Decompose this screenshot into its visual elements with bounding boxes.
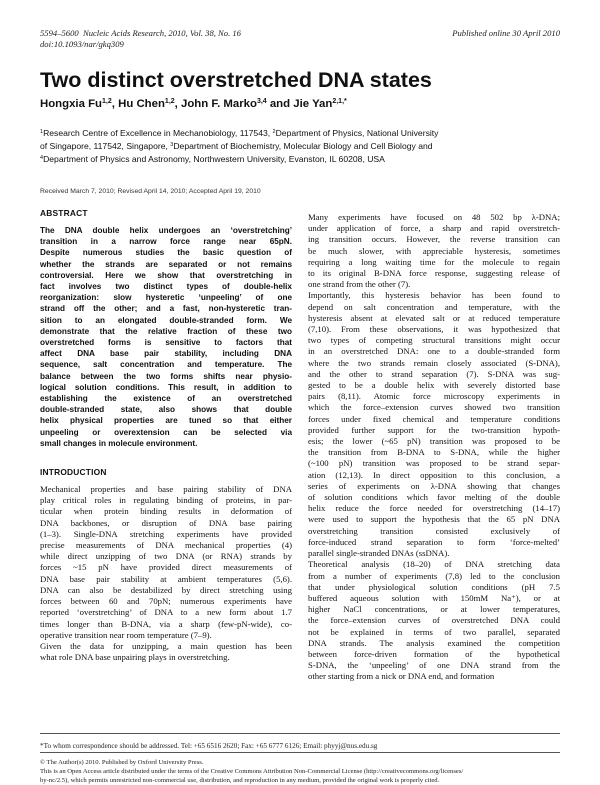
introduction-text <box>40 484 292 663</box>
doi[interactable]: doi:10.1093/nar/gkq309 <box>40 39 124 49</box>
copyright-line: © The Author(s) 2010. Published by Oxford University Press. <box>40 759 204 766</box>
correspondence-footnote: *To whom correspondence should be addressed. Tel: +65 6516 2620; Fax: +65 6777 6126; Email: phyyj@nus.edu.sg <box>40 742 378 750</box>
abstract-line: The DNA double helix undergoes an ‘overstretching’ <box>40 226 292 235</box>
text-line: Many experiments have focused on 48 502 bp λ-DNA; <box>308 212 560 222</box>
abstract-line: sition to an elongated double-stranded form. We <box>40 315 292 325</box>
text-line: were used to support the hypothesis that the 65 pN DNA <box>308 514 560 525</box>
page-range: 5594–5600 <box>40 28 79 38</box>
text-line: be much slower, with appreciable hysteresis, sometimes <box>308 245 560 256</box>
affiliation-text: Department of Physics and Astronomy, Northwestern University, Evanston, IL 60208, USA <box>43 154 385 165</box>
text-line: (7,10). From these observations, it was hypothesized that <box>308 324 560 335</box>
text-line: Mechanical properties and base pairing stability of DNA <box>40 484 292 495</box>
text-line: that under physiological solution conditions (pH 7.5 <box>308 581 560 592</box>
affiliation-text: of Singapore, 117542, Singapore, <box>40 141 168 152</box>
affiliation-line <box>40 152 560 165</box>
affiliation-line <box>40 139 560 152</box>
text-line: which the force–extension curves showed two transition <box>308 402 560 413</box>
affiliations <box>40 126 560 166</box>
right-column <box>308 212 560 683</box>
abstract-line: affect DNA base pair stability, including DNA <box>40 349 292 359</box>
author <box>293 98 346 110</box>
abstract-line: logical solution conditions. This result, in addition to <box>40 382 292 392</box>
text-line: DNA can also be destabilized by direct stretching using <box>40 584 292 595</box>
author-separator: , <box>111 98 115 110</box>
abstract-line: double-stranded state, also shows that double <box>40 405 292 415</box>
affiliation-text: Research Centre of Excellence in Mechanobiology, 117543, <box>43 128 271 138</box>
abstract-line: demonstrate that the relative fraction of these two <box>40 326 292 336</box>
text-line: S-DNA, the ‘unpeeling’ of one DNA strand from the <box>308 660 560 671</box>
author <box>40 98 115 110</box>
affiliation-mark: 4 <box>40 155 44 162</box>
text-line: under application of force, a sharp and rapid overstretch- <box>308 223 560 234</box>
license-line: by-nc/2.5), which permits unrestricted non-commercial use, distribution, and reproduction in any medium, provided the original work is properly cited. <box>40 777 440 784</box>
license-line: This is an Open Access article distributed under the terms of the Creative Commons Attribution Non-Commercial License (http://creativecommons.org/licenses/ <box>40 768 464 775</box>
journal-citation: Nucleic Acids Research, 2010, Vol. 38, No. 16 <box>82 28 241 38</box>
text-line: ing transition occurs. However, the reverse transition can <box>308 234 560 245</box>
abstract-line: reorganization: slow hysteretic ‘unpeeling’ of one <box>40 293 292 303</box>
text-line: reported ‘overstretching’ of DNA to a new form about 1.7 <box>40 607 292 618</box>
text-line: forces between 60 and 70pN; numerous experiments have <box>40 596 292 607</box>
abstract-line: transition in a narrow force range near 65pN. <box>40 237 292 247</box>
abstract-line: establishing the existence of an overstretched <box>40 394 292 404</box>
text-line: the transition from B-DNA to S-DNA, while the higher <box>308 447 560 458</box>
text-line: depend on salt concentration and temperature, with the <box>308 301 560 312</box>
author-affiliation-mark: 1,2 <box>164 98 175 105</box>
abstract-line: overstretched forms is sensitive to factors that <box>40 338 292 348</box>
abstract-line: Despite numerous studies the basic question of <box>40 248 292 258</box>
text-line: and the other to strand separation (7). S-DNA was sug- <box>308 368 560 379</box>
abstract-heading: ABSTRACT <box>40 208 88 218</box>
abstract-line: fact involves two distinct types of double-helix <box>40 282 292 292</box>
text-line: Given the data for unzipping, a main question has been <box>40 640 292 651</box>
author-name: Hongxia Fu <box>40 98 103 110</box>
text-line: gested to be a double helix with severely distorted base <box>308 380 560 391</box>
affiliation-mark: 3 <box>170 142 174 149</box>
author <box>181 98 290 110</box>
abstract-line: whether the strands are separated or not remains <box>40 259 292 269</box>
running-header <box>40 28 560 50</box>
affiliation-line <box>40 126 560 139</box>
published-date: Published online 30 April 2010 <box>452 28 560 38</box>
text-line: series of experiments on λ-DNA showing that changes <box>308 480 560 491</box>
author-list <box>40 98 560 110</box>
abstract-line: balance between the two forms shifts near physio- <box>40 371 292 381</box>
text-line: buffered aqueous solution with 150mM Na⁺), or at <box>308 592 560 603</box>
license-rule <box>40 752 560 753</box>
abstract-line: small changes in molecule environment. <box>40 438 198 448</box>
text-line: where the two strands remain closely associated (S-DNA), <box>308 357 560 368</box>
author-separator: and <box>266 98 291 110</box>
text-line: higher NaCl concentrations, or at lower temperatures, <box>308 604 560 615</box>
text-line: forces under fixed chemical and temperature conditions <box>308 413 560 424</box>
text-line: between force-driven formation of the hypothetical <box>308 648 560 659</box>
left-column <box>40 208 292 663</box>
text-line: ation (12,13). In direct opposition to this conclusion, a <box>308 469 560 480</box>
text-line: the force–extension curves of overstretched DNA could <box>308 615 560 626</box>
text-line: what role DNA base unpairing plays in overstretching. <box>40 652 230 663</box>
text-line: while direct unzipping of two DNA (or RNA) strands by <box>40 551 292 562</box>
abstract-line: sequence, salt concentration and temperature. The <box>40 360 292 370</box>
text-line: (~100 pN) transition was proposed to be strand separ- <box>308 458 560 469</box>
author-affiliation-mark: 2,1,* <box>332 98 347 105</box>
text-line: other starting from a nick or DNA end, and formation <box>308 671 495 682</box>
abstract-line: helix physical properties are tuned so that either <box>40 416 292 426</box>
text-line: overstretching transition consisted exclusively of <box>308 525 560 536</box>
text-line: forces ~15 pN have provided direct measurements of <box>40 562 292 573</box>
affiliation-mark: 1 <box>40 129 44 135</box>
author-affiliation-mark: 3,4 <box>256 98 267 105</box>
text-line: (1–3). Single-DNA stretching experiments have provided <box>40 528 292 539</box>
text-line: in an overstretched DNA: one to a double-stranded form <box>308 346 560 357</box>
text-line: of solution conditions which favor melting of the double <box>308 492 560 503</box>
author-name: Hu Chen <box>118 98 165 110</box>
text-line: force-induced strand separation to form ‘force-melted’ <box>308 536 560 547</box>
body-text <box>308 212 560 683</box>
text-line: DNA backbones, or disruption of DNA base pairing <box>40 517 292 528</box>
text-line: two types of competing structural transitions might occur <box>308 335 560 346</box>
text-line: one strand from the other (7). <box>308 279 411 290</box>
text-line: operative transition near room temperature (7–9). <box>40 629 212 640</box>
author-separator: , <box>174 98 178 110</box>
article-title: Two distinct overstretched DNA states <box>40 68 432 92</box>
text-line: not be explained in terms of two parallel, separated <box>308 626 560 637</box>
author <box>118 98 178 110</box>
received-dates: Received March 7, 2010; Revised April 14, 2010; Accepted April 19, 2010 <box>40 188 261 195</box>
text-line: to its original B-DNA force response, suggesting release of <box>308 268 560 279</box>
text-line: hysteresis absent at elevated salt or at reduced temperature <box>308 312 560 323</box>
license-footnote <box>40 758 560 785</box>
abstract-line: strand off the other; and a fast, non-hysteretic tran- <box>40 304 292 314</box>
text-line: esis; the lower (~65 pN) transition was proposed to be <box>308 436 560 447</box>
affiliation-text: Department of Physics, National University <box>275 128 439 138</box>
text-line: Theoretical analysis (18–20) of DNA stretching data <box>308 559 560 570</box>
text-line: DNA strands. The analysis examined the competition <box>308 637 560 648</box>
text-line: precise measurements of DNA mechanical properties (4) <box>40 540 292 551</box>
author-affiliation-mark: 1,2 <box>102 98 112 105</box>
text-line: requiring a long waiting time for the molecule to regain <box>308 256 560 267</box>
text-line: helix reduce the force needed for overstretching (14–17) <box>308 503 560 514</box>
text-line: parallel single-stranded DNAs (ssDNA). <box>308 548 450 559</box>
footnote-rule <box>40 733 560 734</box>
abstract-text <box>40 225 292 449</box>
author-name: John F. Marko <box>181 98 257 110</box>
author-name: Jie Yan <box>293 98 333 110</box>
affiliation-mark: 2 <box>272 129 276 135</box>
text-line: from a number of experiments (7,8) led to the conclusion <box>308 570 560 581</box>
text-line: provided further support for the two-transition hypoth- <box>308 424 560 435</box>
text-line: pairs (8,11). Atomic force microscopy experiments in <box>308 391 560 402</box>
affiliation-text: Department of Biochemistry, Molecular Biology and Cell Biology and <box>173 141 433 152</box>
text-line: Importantly, this hysteresis behavior has been found to <box>308 290 560 301</box>
abstract-line: controversial. Here we show that overstretching in <box>40 270 292 280</box>
text-line: play critical roles in regulating binding of proteins, in par- <box>40 495 292 506</box>
text-line: ticular when protein binding results in deformation of <box>40 506 292 517</box>
introduction-heading: INTRODUCTION <box>40 467 107 478</box>
abstract-line: unpeeling or overextension can be selected via <box>40 427 292 437</box>
text-line: times longer than B-DNA, via a sharp (few-pN-wide), co- <box>40 618 292 629</box>
text-line: DNA base pair stability at ambient temperatures (5,6). <box>40 573 292 584</box>
